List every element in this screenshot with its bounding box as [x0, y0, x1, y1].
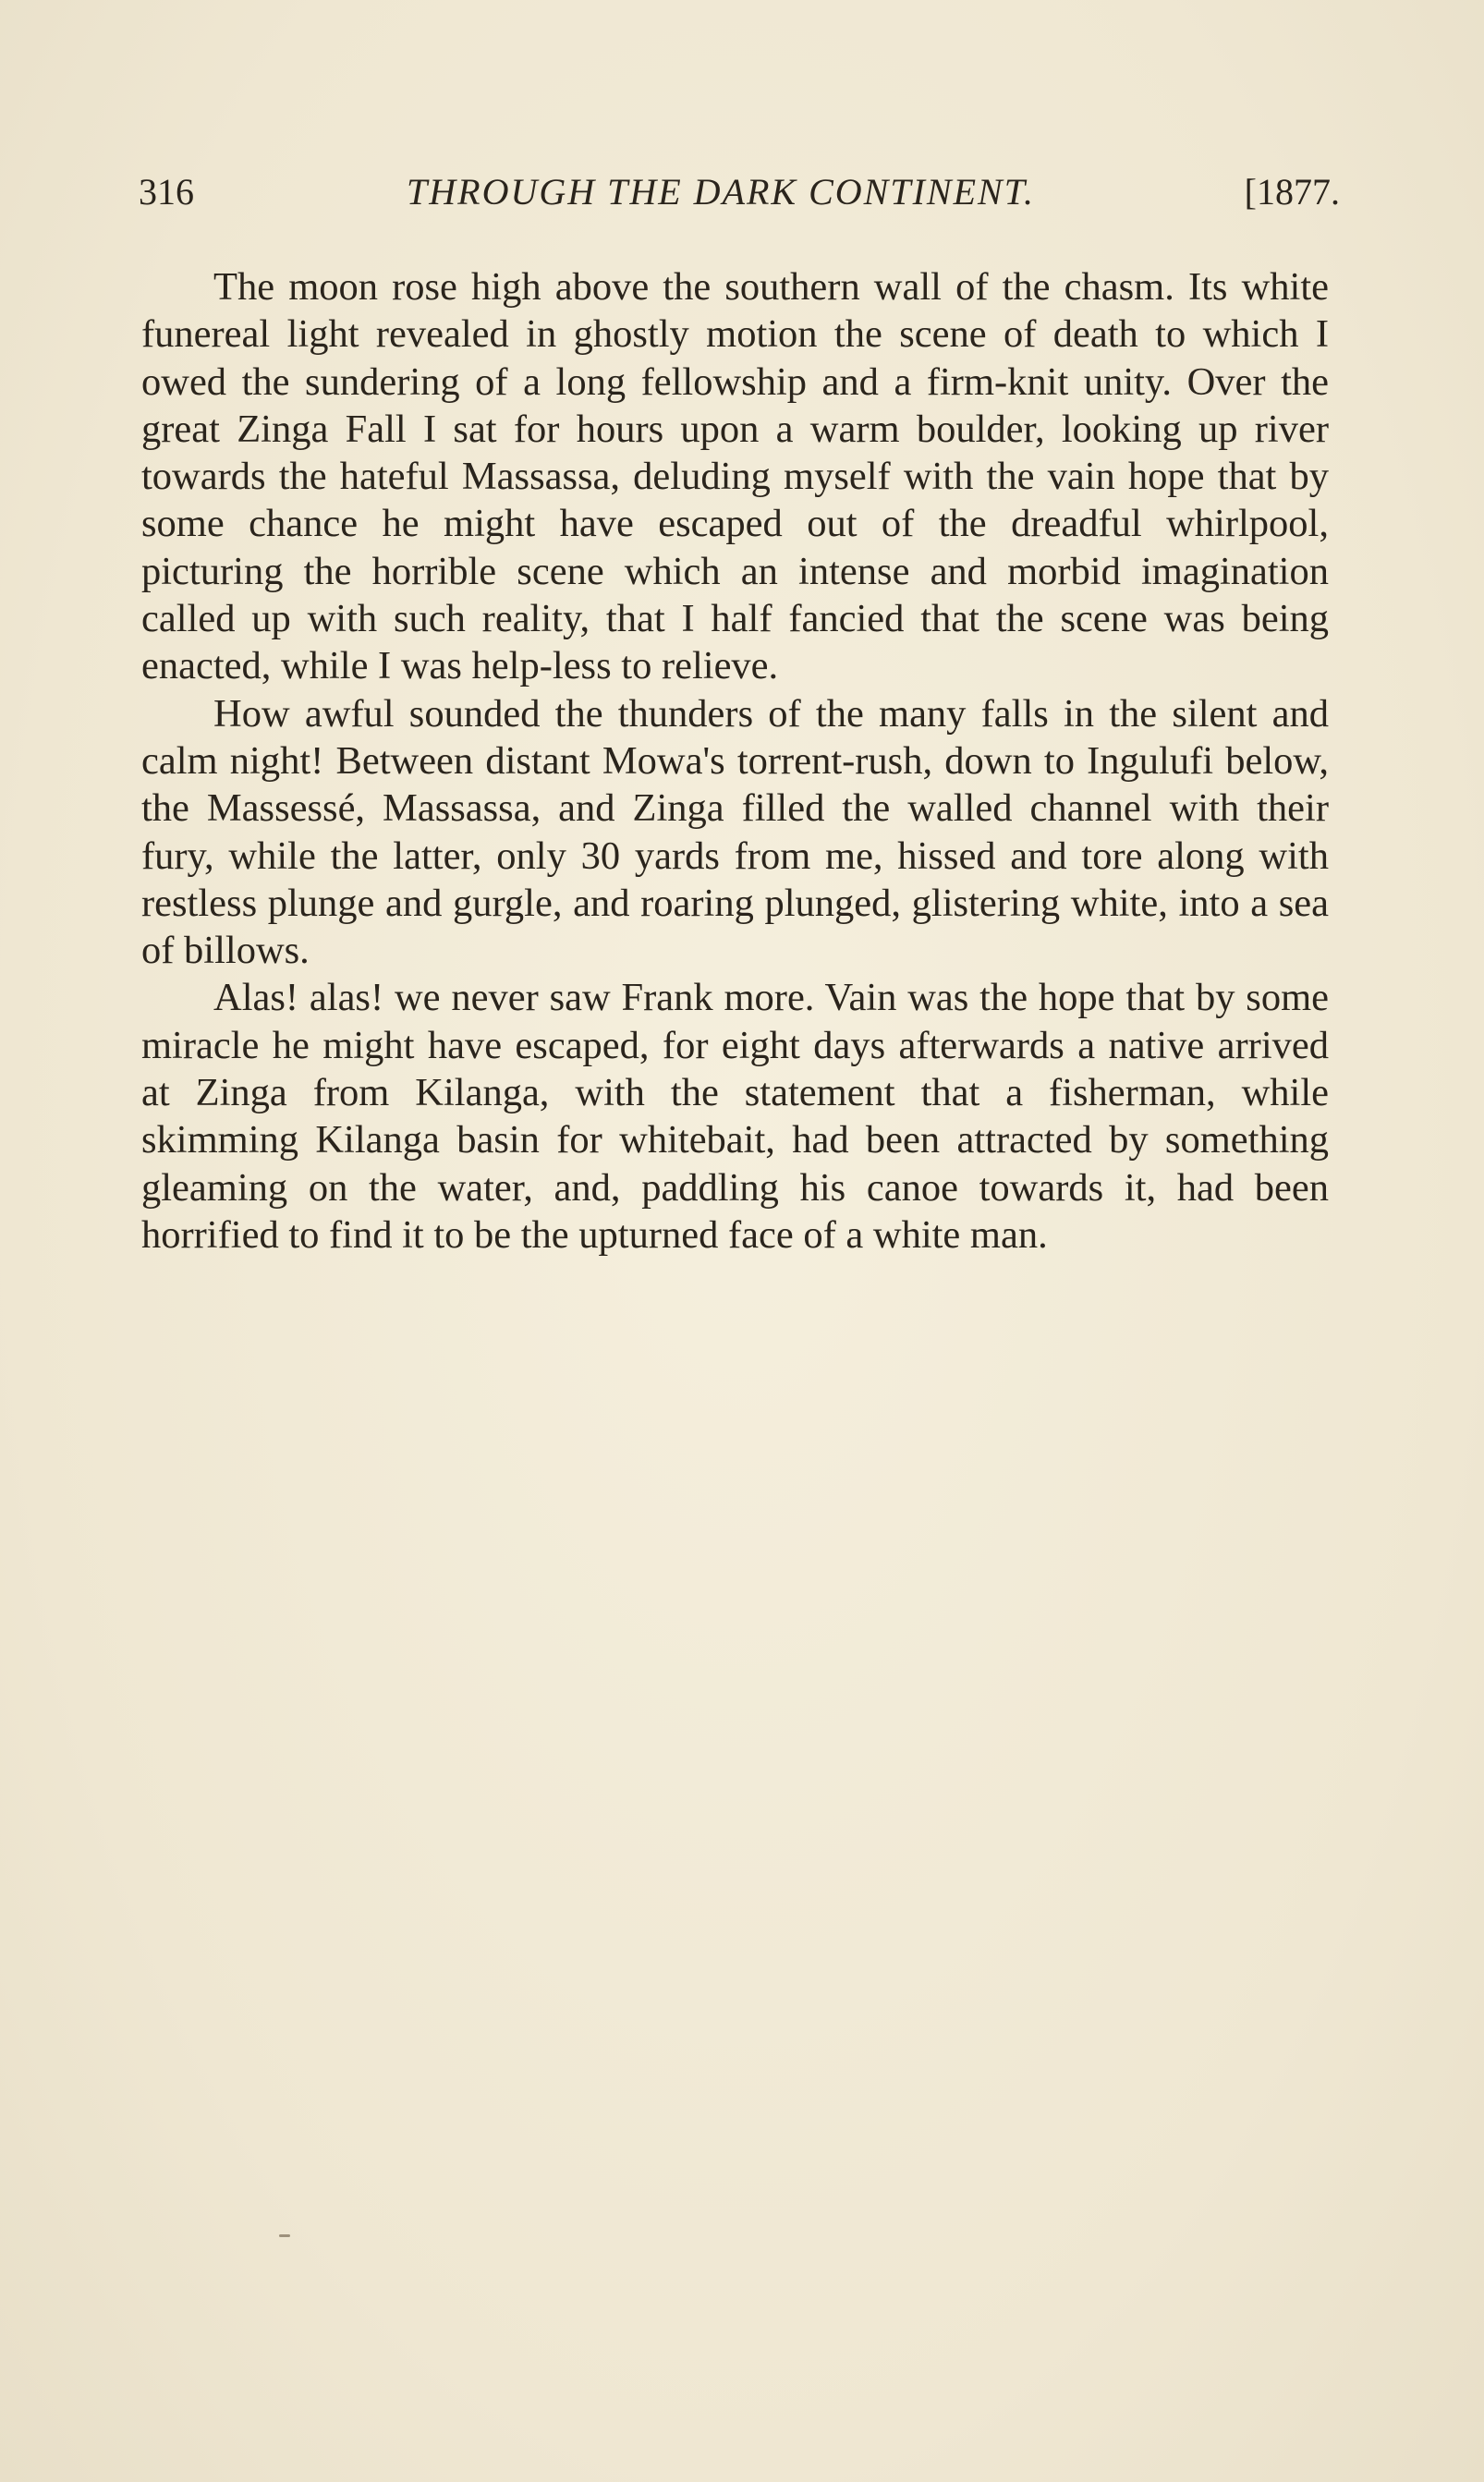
body-text [141, 263, 1329, 1259]
page-number: 316 [139, 171, 194, 213]
paper-speck [279, 2234, 290, 2237]
year-marker: [1877. [1244, 171, 1340, 213]
running-head [139, 164, 1340, 220]
book-title: THROUGH THE DARK CONTINENT. [407, 171, 1035, 213]
paragraph: Alas! alas! we never saw Frank more. Vain was the hope that by some miracle he might have escaped, for eight days afterwards a native arrived at Zinga from Kilanga, with the statement that a fisherman, while skimming Kilanga basin for whitebait, had been attracted by something gleaming on the water, and, paddling his canoe towards it, had been horrified to find it to be the upturned face of a white man. [141, 976, 1329, 1257]
paragraph: The moon rose high above the southern wall of the chasm. Its white funereal light revealed in ghostly motion the scene of death to which I owed the sundering of a long fellowship and a firm-knit unity. Over the great Zinga Fall I sat for hours upon a warm boulder, looking up river towards the hateful Massassa, deluding myself with the vain hope that by some chance he might have escaped out of the dreadful whirlpool, picturing the horrible scene which an intense and morbid imagination called up with such reality, that I half fancied that the scene was being enacted, while I was help-less to relieve. [141, 265, 1329, 688]
paragraph: How awful sounded the thunders of the many falls in the silent and calm night! Between distant Mowa's torrent-rush, down to Ingulufi below, the Massessé, Massassa, and Zinga filled the walled channel with their fury, while the latter, only 30 yards from me, hissed and tore along with restless plunge and gurgle, and roaring plunged, glistering white, into a sea of billows. [141, 691, 1329, 973]
